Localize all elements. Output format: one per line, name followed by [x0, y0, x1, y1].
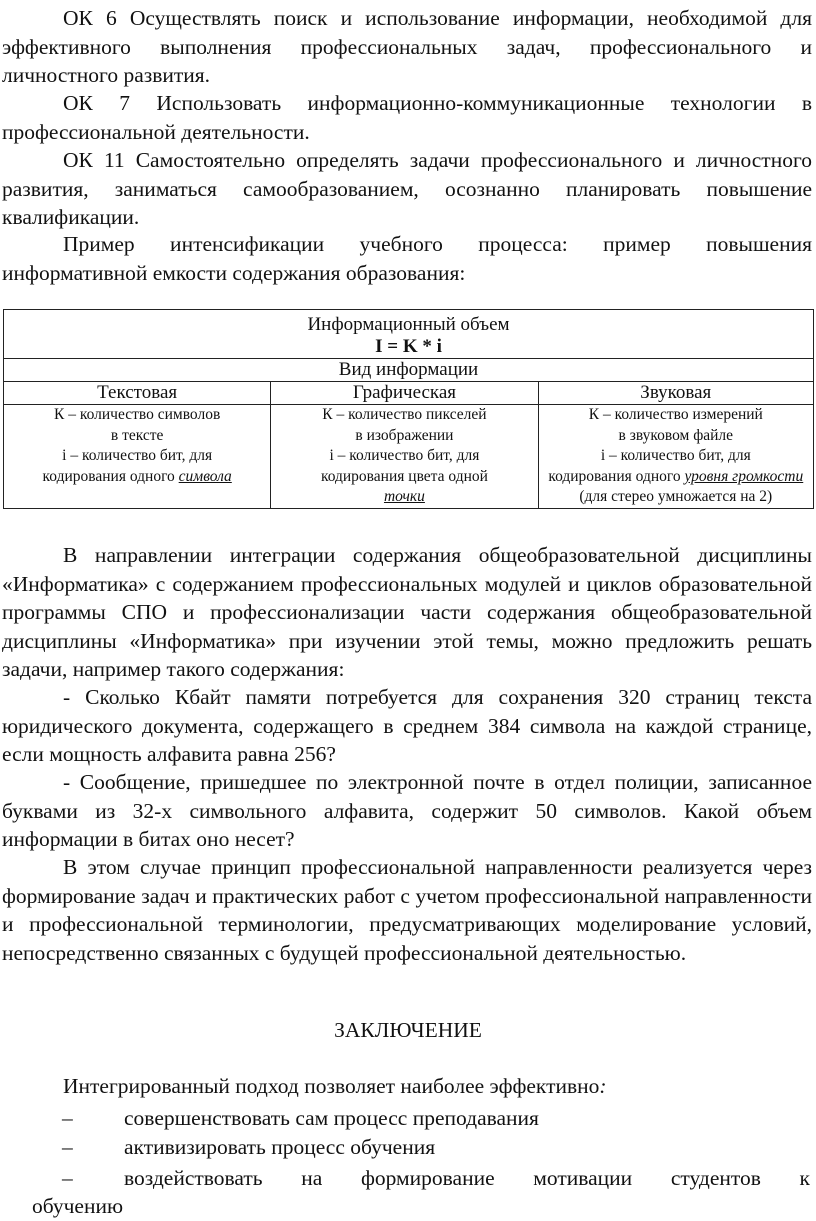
paragraph-task2: - Сообщение, пришедшее по электронной почте в отдел полиции, записанное буквами из 32-х символьного алфавита, содержит 50 символов. Какой объем информации в битах оно несет?	[2, 770, 812, 851]
table-type-header: Вид информации	[4, 359, 814, 382]
dash-bullet: –	[62, 1135, 73, 1159]
paragraph-example-intro: Пример интенсификации учебного процесса: пример повышения информативной емкости содержания образования:	[2, 232, 812, 285]
conclusion-heading: ЗАКЛЮЧЕНИЕ	[334, 1018, 482, 1042]
cell-line: кодирования цвета одной	[320, 467, 488, 485]
table-formula: I = K * i	[375, 336, 442, 357]
cell-line-text: кодирования одного	[42, 467, 179, 485]
cell-line	[8, 467, 266, 488]
cell-line: i – количество бит, для	[329, 447, 480, 464]
list-item	[0, 1164, 816, 1220]
table-title: Информационный объем	[307, 314, 510, 335]
bullet-text: воздействовать на формирование мотивации студентов к	[124, 1166, 810, 1190]
dash-bullet: –	[62, 1166, 73, 1190]
table-row	[4, 310, 814, 359]
bullet-continuation: обучению	[32, 1194, 124, 1218]
conclusion-intro-colon: :	[599, 1074, 607, 1098]
cell-line	[543, 467, 809, 488]
underlined-term: точки	[383, 488, 425, 505]
cell-sound-description	[538, 405, 813, 509]
information-volume-table	[3, 309, 814, 509]
list-item	[0, 1133, 816, 1161]
dash-bullet: –	[62, 1106, 73, 1130]
table-row	[4, 359, 814, 382]
paragraph-task1: - Сколько Кбайт памяти потребуется для сохранения 320 страниц текста юридического документа, содержащего в среднем 384 символа на каждой странице, если мощность алфавита равна 256?	[2, 685, 812, 766]
conclusion-intro-text: Интегрированный подход позволяет наиболее эффективно	[63, 1074, 600, 1098]
column-header-text: Текстовая	[4, 382, 271, 405]
table-row	[4, 382, 814, 405]
cell-line: в изображении	[355, 426, 454, 444]
conclusion-intro	[63, 1072, 813, 1101]
cell-line-text: кодирования одного	[548, 467, 685, 485]
list-item	[0, 1104, 816, 1132]
bullet-text: активизировать процесс обучения	[124, 1135, 436, 1159]
cell-line: i – количество бит, для	[62, 447, 213, 464]
paragraph-integration: В направлении интеграции содержания общеобразовательной дисциплины «Информатика» с содержанием профессиональных модулей и циклов образовательной программы СПО и профессионализации части содержания общеобразовательной дисциплины «Информатика» при изучении этой темы, можно предложить решать задачи, например такого содержания:	[2, 543, 812, 681]
cell-line: i – количество бит, для	[600, 447, 751, 464]
paragraph-ok7: ОК 7 Использовать информационно-коммуникационные технологии в профессиональной деятельности.	[2, 91, 812, 144]
bullet-text: совершенствовать сам процесс преподавания	[124, 1106, 539, 1130]
column-header-sound: Звуковая	[538, 382, 813, 405]
cell-line: в тексте	[110, 426, 164, 444]
cell-line: К – количество символов	[54, 406, 221, 423]
cell-line: К – количество измерений	[588, 406, 763, 423]
underlined-term: уровня громкости	[684, 467, 804, 485]
paragraph-ok6: ОК 6 Осуществлять поиск и использование информации, необходимой для эффективного выполнения профессиональных задач, профессионального и личностного развития.	[2, 6, 812, 87]
cell-line-note: (для стерео умножается на 2)	[579, 488, 773, 505]
table-title-cell	[4, 310, 814, 359]
underlined-term: символа	[178, 467, 232, 485]
cell-text-description	[4, 405, 271, 509]
cell-line: в звуковом файле	[618, 426, 734, 444]
paragraph-ok11: ОК 11 Самостоятельно определять задачи профессионального и личностного развития, заниматься самообразованием, осознанно планировать повышение квалификации.	[2, 148, 812, 229]
column-header-graphic: Графическая	[271, 382, 538, 405]
cell-line: К – количество пикселей	[322, 406, 487, 423]
table-row	[4, 405, 814, 509]
paragraph-principle: В этом случае принцип профессиональной направленности реализуется через формирование задач и практических работ с учетом профессиональной направленности и профессиональной терминологии, предусматривающих моделирование условий, непосредственно связанных с будущей профессиональной деятельностью.	[2, 855, 812, 965]
cell-graphic-description	[271, 405, 538, 509]
